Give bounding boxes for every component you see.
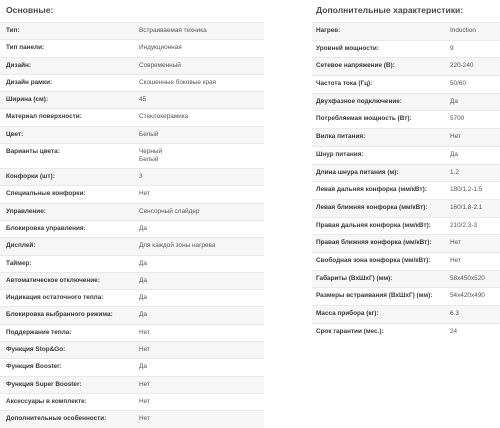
spec-row-frequency: [312, 75, 500, 93]
spec-value: Белый: [139, 156, 159, 164]
spec-value: Нет: [139, 415, 150, 423]
spec-row-cord-length: [312, 164, 500, 182]
spec-value: Стеклокерамика: [139, 113, 189, 121]
spec-value: Современный: [139, 61, 181, 69]
extra-specs-section: [312, 0, 500, 340]
spec-value: 1.2: [450, 168, 459, 176]
spec-value: 180/1.2-1.5: [450, 186, 483, 194]
spec-value: 45: [139, 96, 147, 104]
spec-label: Левая ближняя конфорка (мм/кВт):: [316, 203, 428, 211]
spec-value: Индукционная: [139, 44, 182, 52]
spec-label: Дисплей:: [6, 242, 36, 250]
spec-row-residual-heat: [0, 289, 264, 306]
spec-row-accessories: [0, 393, 264, 410]
spec-row-timer: [0, 255, 264, 272]
spec-row-color: [0, 126, 264, 143]
spec-value: Для каждой зоны нагрева: [139, 242, 216, 250]
spec-value: 9: [450, 44, 454, 52]
spec-row-type: [0, 22, 264, 39]
spec-value: Черный: [139, 148, 163, 156]
spec-row-control: [0, 203, 264, 220]
spec-row-warranty: [312, 323, 500, 341]
spec-value: Встраиваемая техника: [139, 27, 207, 34]
spec-label: Поддержание тепла:: [6, 328, 72, 336]
spec-value: Да: [139, 224, 147, 232]
spec-value: Да: [139, 363, 147, 371]
spec-row-surface-material: [0, 108, 264, 125]
spec-value: 220-240: [450, 62, 474, 70]
spec-row-power-levels: [312, 40, 500, 58]
spec-label: Масса прибора (кг):: [316, 310, 379, 317]
spec-value: 210/2.3-3: [450, 221, 478, 229]
spec-label: Дополнительные особенности:: [6, 415, 107, 423]
spec-row-right-front-burner: [312, 234, 500, 252]
spec-row-left-rear-burner: [312, 181, 500, 199]
spec-value: Да: [139, 311, 147, 319]
spec-label: Частота тока (Гц):: [316, 80, 373, 88]
spec-row-stop-go: [0, 341, 264, 358]
spec-row-auto-off: [0, 272, 264, 289]
spec-label: Дизайн:: [6, 61, 32, 69]
spec-value: Нет: [139, 346, 150, 354]
spec-label: Тип панели:: [6, 44, 45, 52]
spec-label: Управление:: [6, 207, 46, 215]
spec-row-voltage: [312, 57, 500, 75]
spec-label: Функция Super Booster:: [6, 380, 82, 388]
spec-label: Дизайн рамки:: [6, 78, 53, 86]
spec-row-dimensions: [312, 270, 500, 288]
spec-value: 58x450x520: [450, 274, 485, 282]
spec-label: Материал поверхности:: [6, 113, 82, 121]
spec-value: 5700: [450, 115, 465, 123]
spec-value: Нет: [139, 190, 150, 198]
spec-label: Цвет:: [6, 130, 24, 138]
spec-label: Шнур питания:: [316, 150, 364, 158]
spec-row-display: [0, 237, 264, 254]
spec-value: 24: [450, 327, 458, 335]
spec-row-power-cord: [312, 146, 500, 164]
spec-value-list: [139, 144, 162, 164]
spec-value: Нет: [450, 256, 461, 264]
spec-row-panel-type: [0, 39, 264, 56]
spec-label: Функция Booster:: [6, 363, 62, 371]
spec-row-burners: [0, 168, 264, 185]
spec-row-cutout-size: [312, 287, 500, 305]
spec-label: Потребляемая мощность (Вт):: [316, 115, 412, 123]
spec-label: Уровней мощности:: [316, 44, 379, 52]
spec-label: Размеры встраивания (ВхШхГ) (мм):: [316, 292, 433, 300]
spec-label: Специальные конфорки:: [6, 190, 86, 198]
spec-label: Вилка питания:: [316, 133, 366, 141]
spec-row-control-lock: [0, 220, 264, 237]
spec-value: Нет: [450, 133, 461, 141]
spec-row-extra-features: [0, 410, 264, 427]
spec-label: Срок гарантии (мес.):: [316, 327, 384, 335]
spec-label: Двухфазное подключение:: [316, 97, 402, 105]
spec-row-left-front-burner: [312, 199, 500, 217]
extra-specs-title: Дополнительные характеристики:: [316, 5, 464, 15]
spec-label: Правая ближняя конфорка (мм/кВт):: [316, 239, 432, 247]
spec-value: Белый: [139, 130, 159, 138]
spec-value: Скошенные боковые края: [139, 78, 217, 86]
spec-label: Габариты (ВхШхГ) (мм):: [316, 274, 393, 282]
spec-row-super-booster: [0, 376, 264, 393]
spec-row-right-rear-burner: [312, 217, 500, 235]
main-specs-title: Основные:: [6, 5, 54, 15]
spec-value: Да: [450, 97, 458, 105]
spec-label: Правая дальняя конфорка (мм/кВт):: [316, 221, 431, 229]
spec-value: Да: [139, 259, 147, 267]
spec-row-mode-lock: [0, 306, 264, 323]
spec-value: Да: [139, 276, 147, 284]
spec-value: 54x420x490: [450, 292, 485, 300]
spec-value: 160/1.8-2.1: [450, 203, 483, 211]
spec-label: Индикация остаточного тепла:: [6, 294, 104, 302]
spec-row-power-consumption: [312, 110, 500, 128]
spec-label: Автоматическое отключение:: [6, 276, 100, 284]
spec-label: Свободная зона конфорка (мм/кВт):: [316, 256, 431, 264]
spec-value: Нет: [139, 397, 150, 405]
spec-row-two-phase: [312, 93, 500, 111]
spec-value: Да: [139, 294, 147, 302]
spec-label: Ширина (см):: [6, 96, 49, 104]
spec-label: Тип:: [6, 27, 20, 34]
spec-label: Аксессуары в комплекте:: [6, 397, 87, 405]
extra-specs-table: [312, 22, 500, 340]
spec-label: Функция Stop&Go:: [6, 346, 66, 354]
main-specs-table: [0, 22, 264, 428]
spec-value: Да: [450, 150, 458, 158]
spec-row-free-zone-burner: [312, 252, 500, 270]
spec-row-special-burners: [0, 185, 264, 202]
spec-label: Блокировка выбранного режима:: [6, 311, 113, 319]
spec-row-keep-warm: [0, 324, 264, 341]
spec-label: Длина шнура питания (м):: [316, 168, 399, 176]
spec-value: Нет: [139, 328, 150, 336]
spec-label: Сетевое напряжение (В):: [316, 62, 395, 70]
spec-value: Induction: [450, 27, 476, 34]
spec-row-weight: [312, 305, 500, 323]
spec-value: 6.3: [450, 310, 459, 317]
spec-row-frame-design: [0, 74, 264, 91]
spec-value: 3: [139, 173, 143, 181]
spec-row-heating: [312, 22, 500, 40]
spec-row-color-options: [0, 143, 264, 168]
spec-label: Блокировка управления:: [6, 224, 86, 232]
spec-label: Таймер:: [6, 259, 32, 267]
spec-value: Нет: [450, 239, 461, 247]
spec-row-width: [0, 91, 264, 108]
spec-label: Конфорки (шт):: [6, 173, 55, 181]
spec-label: Варианты цвета:: [6, 148, 60, 156]
spec-row-plug: [312, 128, 500, 146]
spec-value: Сенсорный слайдер: [139, 207, 200, 215]
spec-value: Нет: [139, 380, 150, 388]
spec-label: Нагрев:: [316, 27, 341, 34]
spec-row-booster: [0, 358, 264, 375]
spec-row-design: [0, 57, 264, 74]
spec-label: Левая дальняя конфорка (мм/кВт):: [316, 186, 427, 194]
spec-value: 50/60: [450, 80, 466, 88]
